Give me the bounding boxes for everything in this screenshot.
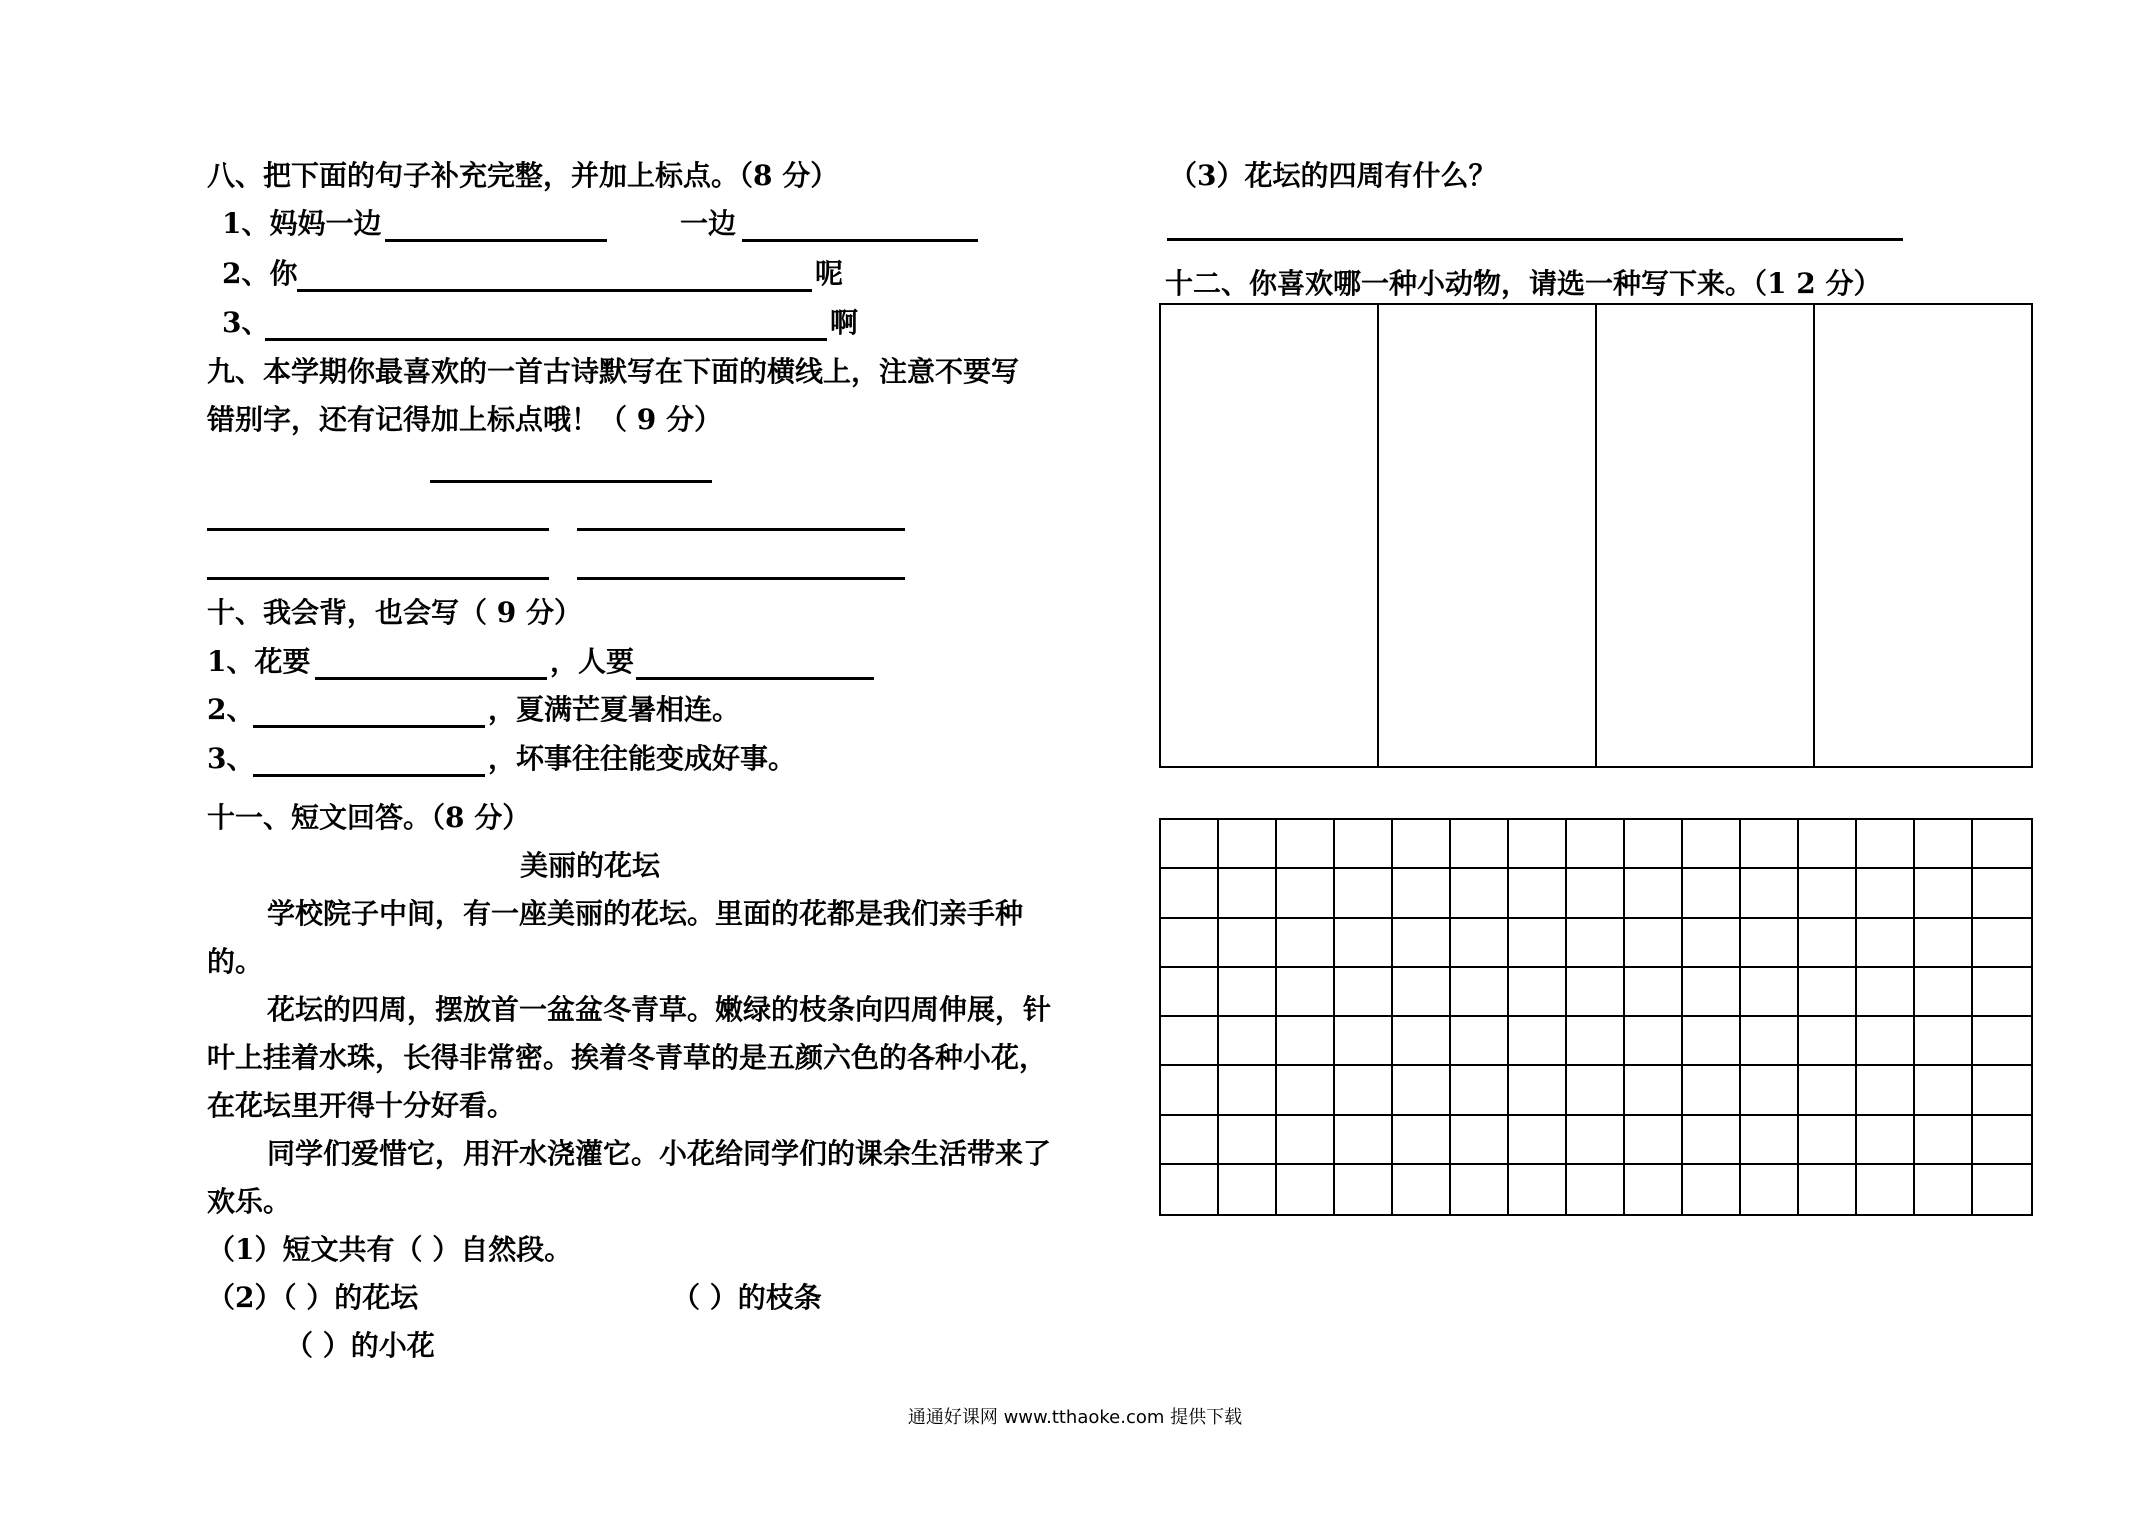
grid-cell[interactable] bbox=[1973, 1116, 2031, 1165]
grid-cell[interactable] bbox=[1161, 1066, 1219, 1115]
grid-cell[interactable] bbox=[1509, 820, 1567, 869]
grid-cell[interactable] bbox=[1451, 1116, 1509, 1165]
grid-cell[interactable] bbox=[1567, 869, 1625, 918]
grid-cell[interactable] bbox=[1219, 1066, 1277, 1115]
writing-grid[interactable] bbox=[1159, 818, 2033, 1216]
drawing-table[interactable] bbox=[1159, 303, 2033, 768]
question-1: （1）短文共有（ ）自然段。 bbox=[207, 1233, 573, 1266]
s8-q2-label: 2、你 bbox=[222, 257, 298, 290]
section-9-line-1: 九、本学期你最喜欢的一首古诗默写在下面的横线上，注意不要写 bbox=[207, 355, 1020, 388]
passage-paragraph-1: 学校院子中间，有一座美丽的花坛。里面的花都是我们亲手种的。 bbox=[207, 897, 1024, 978]
grid-cell[interactable] bbox=[1741, 820, 1799, 869]
s8-q3-label: 3、 bbox=[222, 306, 270, 339]
question-2-a: （2）（ ）的花坛 bbox=[207, 1281, 419, 1314]
grid-cell[interactable] bbox=[1683, 968, 1741, 1017]
grid-cell[interactable] bbox=[1799, 1066, 1857, 1115]
grid-cell[interactable] bbox=[1857, 1017, 1915, 1066]
grid-cell[interactable] bbox=[1567, 1066, 1625, 1115]
grid-cell[interactable] bbox=[1335, 1165, 1393, 1214]
grid-cell[interactable] bbox=[1161, 1017, 1219, 1066]
grid-cell[interactable] bbox=[1683, 869, 1741, 918]
grid-cell[interactable] bbox=[1799, 1165, 1857, 1214]
question-2-b: （ ）的枝条 bbox=[672, 1281, 822, 1314]
grid-cell[interactable] bbox=[1219, 1165, 1277, 1214]
s8-q1-blank-2[interactable] bbox=[742, 239, 978, 242]
grid-cell[interactable] bbox=[1277, 1017, 1335, 1066]
grid-cell[interactable] bbox=[1219, 968, 1277, 1017]
grid-cell[interactable] bbox=[1277, 1066, 1335, 1115]
grid-cell[interactable] bbox=[1683, 820, 1741, 869]
grid-cell[interactable] bbox=[1683, 1116, 1741, 1165]
grid-cell[interactable] bbox=[1857, 1165, 1915, 1214]
grid-cell[interactable] bbox=[1741, 919, 1799, 968]
grid-cell[interactable] bbox=[1741, 1017, 1799, 1066]
grid-cell[interactable] bbox=[1277, 968, 1335, 1017]
s8-q1-mid-label: 一边 bbox=[680, 207, 737, 240]
s8-q3-end: 啊 bbox=[830, 306, 859, 339]
s10-q2-blank[interactable] bbox=[253, 725, 485, 728]
passage-paragraph-2: 花坛的四周，摆放首一盆盆冬青草。嫩绿的枝条向四周伸展，针叶上挂着水珠，长得非常密。挨着冬青草的是五颜六色的各种小花，在花坛里开得十分好看。 bbox=[207, 993, 1052, 1122]
grid-cell[interactable] bbox=[1799, 820, 1857, 869]
grid-cell[interactable] bbox=[1625, 968, 1683, 1017]
grid-cell[interactable] bbox=[1973, 1017, 2031, 1066]
s8-q2-blank[interactable] bbox=[297, 289, 812, 292]
grid-cell[interactable] bbox=[1857, 869, 1915, 918]
grid-cell[interactable] bbox=[1335, 919, 1393, 968]
grid-cell[interactable] bbox=[1683, 919, 1741, 968]
grid-cell[interactable] bbox=[1567, 1017, 1625, 1066]
grid-cell[interactable] bbox=[1857, 1116, 1915, 1165]
grid-cell[interactable] bbox=[1799, 1017, 1857, 1066]
grid-cell[interactable] bbox=[1799, 869, 1857, 918]
grid-cell[interactable] bbox=[1915, 1165, 1973, 1214]
s10-q3-blank[interactable] bbox=[253, 774, 485, 777]
grid-cell[interactable] bbox=[1567, 820, 1625, 869]
poem-title-blank[interactable] bbox=[430, 480, 712, 483]
s10-q1-blank-1[interactable] bbox=[315, 677, 547, 680]
section-9-line-2: 错别字，还有记得加上标点哦！（ 9 分） bbox=[207, 403, 722, 436]
grid-cell[interactable] bbox=[1973, 820, 2031, 869]
grid-cell[interactable] bbox=[1451, 1017, 1509, 1066]
grid-cell[interactable] bbox=[1973, 869, 2031, 918]
grid-cell[interactable] bbox=[1799, 919, 1857, 968]
grid-cell[interactable] bbox=[1915, 1116, 1973, 1165]
grid-cell[interactable] bbox=[1277, 1116, 1335, 1165]
grid-cell[interactable] bbox=[1915, 1066, 1973, 1115]
grid-cell[interactable] bbox=[1161, 869, 1219, 918]
grid-cell[interactable] bbox=[1973, 1165, 2031, 1214]
grid-cell[interactable] bbox=[1683, 1066, 1741, 1115]
grid-cell[interactable] bbox=[1683, 1017, 1741, 1066]
grid-cell[interactable] bbox=[1393, 968, 1451, 1017]
grid-cell[interactable] bbox=[1915, 919, 1973, 968]
passage-title: 美丽的花坛 bbox=[520, 849, 661, 882]
grid-cell[interactable] bbox=[1277, 919, 1335, 968]
poem-line-2-blank[interactable] bbox=[577, 528, 905, 531]
grid-cell[interactable] bbox=[1219, 1116, 1277, 1165]
grid-cell[interactable] bbox=[1335, 1116, 1393, 1165]
grid-cell[interactable] bbox=[1509, 1165, 1567, 1214]
grid-cell[interactable] bbox=[1625, 1066, 1683, 1115]
grid-cell[interactable] bbox=[1625, 1116, 1683, 1165]
grid-cell[interactable] bbox=[1219, 1017, 1277, 1066]
grid-cell[interactable] bbox=[1509, 1116, 1567, 1165]
grid-cell[interactable] bbox=[1219, 820, 1277, 869]
grid-cell[interactable] bbox=[1973, 919, 2031, 968]
grid-cell[interactable] bbox=[1335, 968, 1393, 1017]
grid-cell[interactable] bbox=[1973, 1066, 2031, 1115]
grid-cell[interactable] bbox=[1567, 919, 1625, 968]
grid-cell[interactable] bbox=[1799, 968, 1857, 1017]
grid-cell[interactable] bbox=[1277, 1165, 1335, 1214]
grid-cell[interactable] bbox=[1683, 1165, 1741, 1214]
grid-cell[interactable] bbox=[1219, 869, 1277, 918]
grid-cell[interactable] bbox=[1451, 1066, 1509, 1115]
s10-q3-label: 3、 bbox=[207, 742, 255, 775]
section-11-title: 十一、短文回答。（8 分） bbox=[207, 801, 531, 834]
grid-cell[interactable] bbox=[1741, 968, 1799, 1017]
drawing-column[interactable] bbox=[1161, 305, 1379, 766]
grid-cell[interactable] bbox=[1393, 869, 1451, 918]
grid-cell[interactable] bbox=[1451, 968, 1509, 1017]
grid-cell[interactable] bbox=[1799, 1116, 1857, 1165]
grid-cell[interactable] bbox=[1973, 968, 2031, 1017]
grid-cell[interactable] bbox=[1567, 1165, 1625, 1214]
grid-cell[interactable] bbox=[1857, 919, 1915, 968]
s10-q2-end: ，夏满芒夏暑相连。 bbox=[488, 693, 741, 726]
grid-cell[interactable] bbox=[1161, 820, 1219, 869]
grid-cell[interactable] bbox=[1335, 1017, 1393, 1066]
section-8-title: 八、把下面的句子补充完整，并加上标点。（8 分） bbox=[207, 159, 839, 192]
s10-q3-end: ，坏事往往能变成好事。 bbox=[488, 742, 797, 775]
grid-cell[interactable] bbox=[1393, 820, 1451, 869]
s10-q2-label: 2、 bbox=[207, 693, 255, 726]
s10-q1-label: 1、花要 bbox=[207, 645, 311, 678]
grid-cell[interactable] bbox=[1277, 820, 1335, 869]
drawing-column[interactable] bbox=[1815, 305, 2031, 766]
grid-cell[interactable] bbox=[1915, 968, 1973, 1017]
grid-cell[interactable] bbox=[1857, 820, 1915, 869]
grid-cell[interactable] bbox=[1509, 919, 1567, 968]
grid-cell[interactable] bbox=[1335, 1066, 1393, 1115]
grid-cell[interactable] bbox=[1451, 919, 1509, 968]
grid-cell[interactable] bbox=[1741, 1066, 1799, 1115]
grid-cell[interactable] bbox=[1509, 1017, 1567, 1066]
grid-cell[interactable] bbox=[1741, 869, 1799, 918]
grid-cell[interactable] bbox=[1915, 869, 1973, 918]
grid-cell[interactable] bbox=[1393, 1116, 1451, 1165]
grid-cell[interactable] bbox=[1161, 919, 1219, 968]
s10-q1-mid: ，人要 bbox=[550, 645, 635, 678]
grid-cell[interactable] bbox=[1625, 869, 1683, 918]
poem-line-1-blank[interactable] bbox=[207, 528, 549, 531]
grid-cell[interactable] bbox=[1451, 1165, 1509, 1214]
grid-cell[interactable] bbox=[1625, 820, 1683, 869]
footer-source: 通通好课网 www.tthaoke.com 提供下载 bbox=[907, 1407, 1243, 1428]
poem-line-3-blank[interactable] bbox=[207, 577, 549, 580]
grid-cell[interactable] bbox=[1393, 919, 1451, 968]
grid-cell[interactable] bbox=[1335, 869, 1393, 918]
grid-cell[interactable] bbox=[1915, 1017, 1973, 1066]
question-3-answer-blank[interactable] bbox=[1167, 238, 1903, 241]
s8-q1-blank-1[interactable] bbox=[385, 239, 607, 242]
grid-cell[interactable] bbox=[1567, 968, 1625, 1017]
grid-cell[interactable] bbox=[1451, 869, 1509, 918]
grid-cell[interactable] bbox=[1393, 1017, 1451, 1066]
question-3: （3）花坛的四周有什么？ bbox=[1169, 159, 1497, 192]
grid-cell[interactable] bbox=[1393, 1165, 1451, 1214]
drawing-column[interactable] bbox=[1597, 305, 1815, 766]
grid-cell[interactable] bbox=[1161, 968, 1219, 1017]
grid-cell[interactable] bbox=[1277, 869, 1335, 918]
grid-cell[interactable] bbox=[1161, 1165, 1219, 1214]
s8-q3-blank[interactable] bbox=[265, 338, 827, 341]
grid-cell[interactable] bbox=[1741, 1165, 1799, 1214]
grid-cell[interactable] bbox=[1509, 1066, 1567, 1115]
grid-cell[interactable] bbox=[1393, 1066, 1451, 1115]
drawing-column[interactable] bbox=[1379, 305, 1597, 766]
grid-cell[interactable] bbox=[1567, 1116, 1625, 1165]
grid-cell[interactable] bbox=[1509, 869, 1567, 918]
question-2-c: （ ）的小花 bbox=[285, 1329, 435, 1362]
section-10-title: 十、我会背，也会写（ 9 分） bbox=[207, 596, 582, 629]
s8-q2-end: 呢 bbox=[815, 257, 844, 290]
grid-cell[interactable] bbox=[1509, 968, 1567, 1017]
passage-paragraph-3: 同学们爱惜它，用汗水浇灌它。小花给同学们的课余生活带来了欢乐。 bbox=[207, 1137, 1052, 1218]
grid-cell[interactable] bbox=[1741, 1116, 1799, 1165]
s10-q1-blank-2[interactable] bbox=[636, 677, 874, 680]
grid-cell[interactable] bbox=[1625, 919, 1683, 968]
grid-cell[interactable] bbox=[1335, 820, 1393, 869]
grid-cell[interactable] bbox=[1857, 1066, 1915, 1115]
grid-cell[interactable] bbox=[1625, 1017, 1683, 1066]
grid-cell[interactable] bbox=[1219, 919, 1277, 968]
s8-q1-label: 1、妈妈一边 bbox=[222, 207, 382, 240]
grid-cell[interactable] bbox=[1161, 1116, 1219, 1165]
grid-cell[interactable] bbox=[1625, 1165, 1683, 1214]
poem-line-4-blank[interactable] bbox=[577, 577, 905, 580]
grid-cell[interactable] bbox=[1915, 820, 1973, 869]
section-12-title: 十二、你喜欢哪一种小动物，请选一种写下来。（1 2 分） bbox=[1165, 267, 1882, 300]
grid-cell[interactable] bbox=[1857, 968, 1915, 1017]
grid-cell[interactable] bbox=[1451, 820, 1509, 869]
